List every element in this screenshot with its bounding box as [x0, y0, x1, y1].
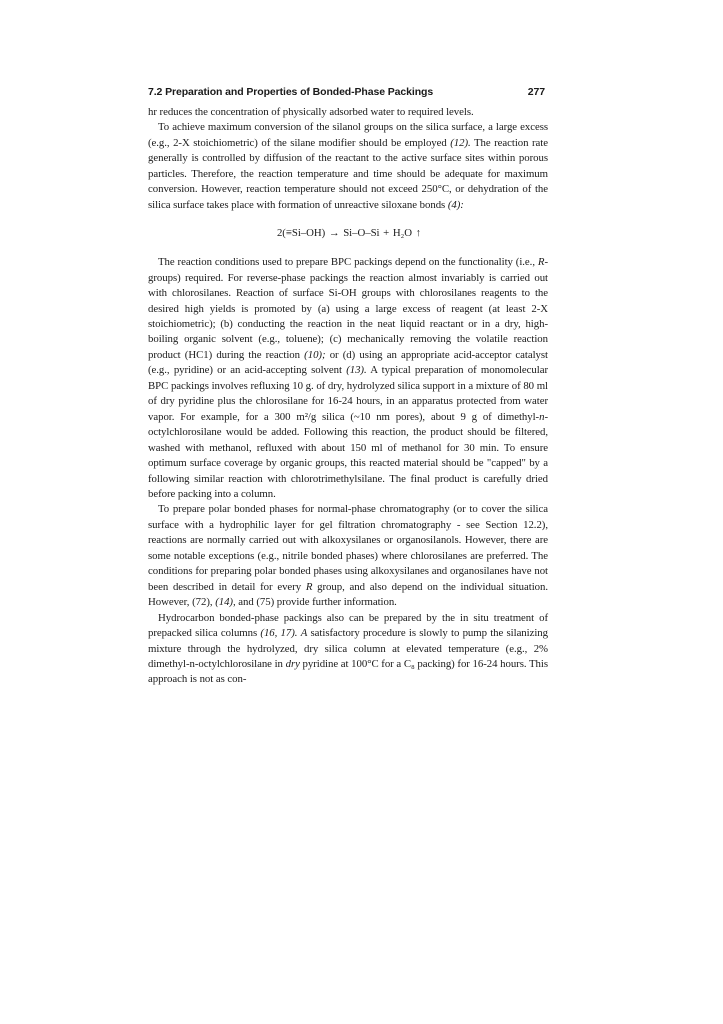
- running-head: [148, 86, 548, 99]
- body-text: [148, 105, 548, 688]
- book-page: [148, 86, 548, 688]
- paragraph-reaction-conditions: [148, 255, 548, 502]
- citation: (12).: [450, 136, 471, 149]
- paragraph-text: hr reduces the concentration of physically adsorbed water to required levels.: [148, 106, 474, 118]
- citation: (13).: [346, 364, 367, 377]
- text-run: or (d) using an appropriate acid-acceptor catalyst (e.g., pyridine) or an acid-accepting solvent: [148, 348, 549, 377]
- citation: (10);: [304, 348, 326, 361]
- text-run: pyridine at 100°C for a C₈ packing) for 16-24 hours. This approach is not as con-: [148, 657, 549, 686]
- italic-term: n: [539, 410, 545, 423]
- citation: (14),: [215, 596, 236, 609]
- text-run: A typical preparation of monomolecular BPC packings involves refluxing 10 g. of dry, hydrolyzed silica support in a mixture of 80 ml of dry pyridine plus the chlorosilane for 16-24 hours, in an apparatus protected from water vapor. For example, for a 300 m²/g silica (~10 nm pores), about 9 g of dimethyl-: [148, 364, 548, 423]
- text-run: and (75) provide further information.: [235, 596, 397, 609]
- text-run: -groups) required. For reverse-phase packings the reaction almost invariably is carried out with chlorosilanes. Reaction of surface Si-OH groups with chlorosilanes reagents to the desired high yields is promoted by (a) using a large excess of reagent (at least 2-X stoichiometric); (b) conducting the reaction in the neat liquid reactant or in a dry, high-boiling organic solvent (e.g., toluene); (c) mechanically removing the volatile reaction product (HC1) during the reaction: [148, 256, 548, 361]
- citation: (16, 17).: [260, 627, 298, 640]
- text-run: To achieve maximum conversion of the silanol groups on the silica surface, a large excess (e.g., 2-X stoichiometric) of the silane modifier should be employed: [148, 121, 548, 149]
- text-run: satisfactory procedure is slowly to pump the silanizing mixture through the hydrolyzed, dry silica column at elevated temperature (e.g., 2% dimethyl-n-octylchlorosilane in: [148, 627, 548, 670]
- italic-term: R: [305, 580, 313, 593]
- section-title: 7.2 Preparation and Properties of Bonded-Phase Packings: [148, 86, 434, 98]
- text-run: To prepare polar bonded phases for normal-phase chromatography (or to cover the silica surface with a hydrophilic layer for gel filtration chromatography - see Section 12.2), reactions are normally carried out with alkoxysilanes or organosilanols. However, there are some notable exceptions (e.g., nitrile bonded phases) where chlorosilanes are preferred. The conditions for preparing polar bonded phases using alkoxysilanes and organosilanes have not been described in detail for every: [148, 503, 548, 593]
- paragraph-continued: [148, 105, 548, 120]
- paragraph-polar-bonded-phases: [148, 502, 548, 610]
- page-number: 277: [527, 86, 545, 98]
- chemical-equation: 2(≡Si–OH) → Si–O–Si + H₂O ↑: [276, 227, 422, 240]
- paragraph-in-situ-treatment: [148, 611, 548, 688]
- text-run: -octylchlorosilane would be added. Following this reaction, the product should be filtered, washed with methanol, refluxed with about 150 ml of methanol for 30 min. To ensure optimum surface coverage by organic groups, this reacted material should be "capped" by a following similar reaction with chlorotrimethylsilane. The final product is carefully dried before packing into a column.: [148, 410, 548, 500]
- text-run: group, and also depend on the individual situation. However, (72),: [148, 580, 548, 609]
- paragraph-silanol-conversion: [148, 120, 548, 213]
- italic-term: R: [537, 256, 545, 269]
- italic-term: A: [300, 627, 308, 640]
- text-run: Hydrocarbon bonded-phase packings also can be prepared by the in situ treatment of prepacked silica columns: [148, 611, 548, 640]
- italic-term: dry: [285, 657, 300, 670]
- citation: (4):: [447, 198, 464, 211]
- text-run: The reaction rate generally is controlled by diffusion of the reactant to the active surface sites within porous particles. Therefore, the reaction temperature and time should be adequate for maximum conversion. However, reaction temperature should not exceed 250°C, or dehydration of the silica surface takes place with formation of unreactive siloxane bonds: [148, 136, 548, 211]
- text-run: The reaction conditions used to prepare BPC packings depend on the functionality (i.e.,: [158, 256, 538, 269]
